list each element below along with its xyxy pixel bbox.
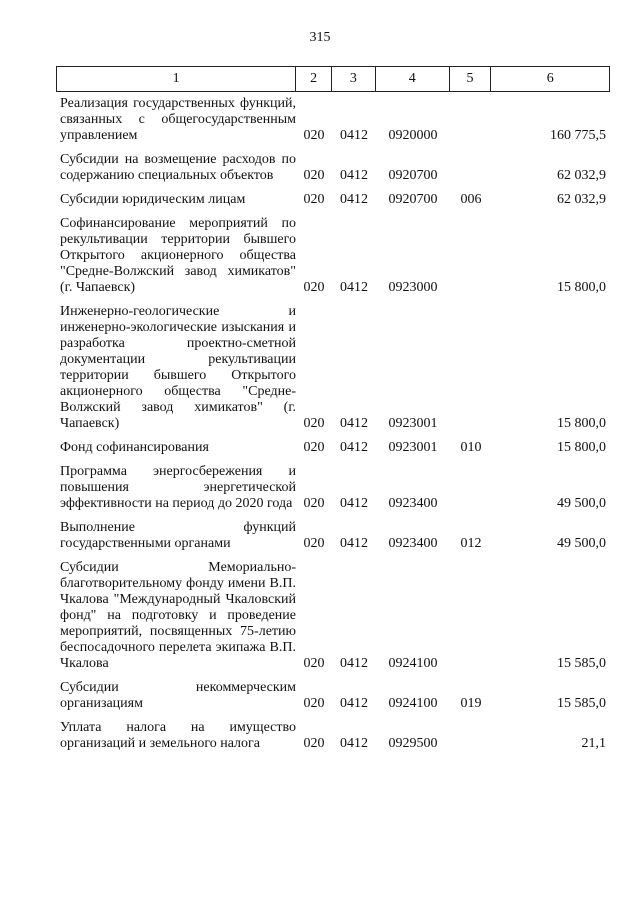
row-amount: 49 500,0	[557, 536, 606, 551]
row-target: 0923400	[388, 496, 438, 511]
row-name: Инженерно-геологические и инженерно-экологические изыскания и разработка проектно-сметной документации рекультивации территории бывшего Открытого акционерного общества "Средне-Волжский завод химикатов" (г. Чапаевск)	[60, 304, 296, 431]
row-target: 0923001	[388, 440, 438, 455]
row-amount: 15 800,0	[557, 440, 606, 455]
table-row	[56, 440, 610, 456]
row-section: 0412	[340, 440, 368, 455]
table-body	[56, 96, 610, 760]
row-ministry: 020	[303, 656, 325, 671]
row-amount: 15 800,0	[557, 416, 606, 431]
header-col-5: 5	[450, 67, 492, 91]
row-name: Субсидии на возмещение расходов по содержанию специальных объектов	[60, 152, 296, 183]
table-header	[56, 66, 610, 92]
row-name: Фонд софинансирования	[60, 440, 209, 455]
row-section: 0412	[340, 416, 368, 431]
row-ministry: 020	[303, 696, 325, 711]
row-ministry: 020	[303, 496, 325, 511]
table-row	[56, 96, 610, 144]
row-section: 0412	[340, 168, 368, 183]
row-section: 0412	[340, 656, 368, 671]
row-expense-type: 019	[460, 696, 482, 711]
table-row	[56, 304, 610, 432]
row-ministry: 020	[303, 168, 325, 183]
row-section: 0412	[340, 128, 368, 143]
row-amount: 15 585,0	[557, 696, 606, 711]
row-target: 0923000	[388, 280, 438, 295]
table-row	[56, 520, 610, 552]
row-expense-type: 010	[460, 440, 482, 455]
row-name: Софинансирование мероприятий по рекультивации территории бывшего Открытого акционерного общества "Средне-Волжский завод химикатов" (г. Чапаевск)	[60, 216, 296, 295]
header-col-6: 6	[546, 71, 554, 86]
row-section: 0412	[340, 696, 368, 711]
row-amount: 49 500,0	[557, 496, 606, 511]
table-row	[56, 152, 610, 184]
row-expense-type: 006	[460, 192, 482, 207]
row-amount: 62 032,9	[557, 192, 606, 207]
row-target: 0923001	[388, 416, 438, 431]
row-section: 0412	[340, 536, 368, 551]
row-ministry: 020	[303, 440, 325, 455]
row-ministry: 020	[303, 536, 325, 551]
row-target: 0924100	[388, 696, 438, 711]
table-row	[56, 192, 610, 208]
header-col-2: 2	[296, 67, 332, 91]
row-name: Программа энергосбережения и повышения энергетической эффективности на период до 2020 года	[60, 464, 296, 511]
row-amount: 160 775,5	[550, 128, 606, 143]
table-row	[56, 216, 610, 296]
header-col-1: 1	[57, 67, 296, 91]
row-expense-type: 012	[460, 536, 482, 551]
row-target: 0924100	[388, 656, 438, 671]
row-ministry: 020	[303, 416, 325, 431]
row-name: Субсидии Мемориально-благотворительному фонду имени В.П. Чкалова "Международный Чкаловский фонд" на подготовку и проведение мероприятий, посвященных 75-летию беспосадочного перелета экипажа В.П. Чкалова	[60, 560, 296, 671]
row-amount: 15 800,0	[557, 280, 606, 295]
row-ministry: 020	[303, 128, 325, 143]
row-name: Субсидии юридическим лицам	[60, 192, 246, 207]
row-target: 0920700	[388, 192, 438, 207]
row-section: 0412	[340, 736, 368, 751]
header-col-3: 3	[332, 67, 376, 91]
row-ministry: 020	[303, 192, 325, 207]
header-col-4: 4	[376, 67, 450, 91]
row-section: 0412	[340, 496, 368, 511]
page-number: 315	[309, 30, 331, 45]
row-ministry: 020	[303, 280, 325, 295]
table-row	[56, 720, 610, 752]
row-amount: 21,1	[581, 736, 606, 751]
row-name: Реализация государственных функций, связанных с общегосударственным управлением	[60, 96, 296, 143]
row-target: 0929500	[388, 736, 438, 751]
row-amount: 62 032,9	[557, 168, 606, 183]
table-row	[56, 680, 610, 712]
row-ministry: 020	[303, 736, 325, 751]
row-target: 0923400	[388, 536, 438, 551]
table-row	[56, 560, 610, 672]
row-section: 0412	[340, 280, 368, 295]
row-section: 0412	[340, 192, 368, 207]
row-target: 0920700	[388, 168, 438, 183]
row-name: Выполнение функций государственными органами	[60, 520, 296, 551]
row-amount: 15 585,0	[557, 656, 606, 671]
table-row	[56, 464, 610, 512]
row-name: Субсидии некоммерческим организациям	[60, 680, 296, 711]
row-target: 0920000	[388, 128, 438, 143]
row-name: Уплата налога на имущество организаций и земельного налога	[60, 720, 296, 751]
